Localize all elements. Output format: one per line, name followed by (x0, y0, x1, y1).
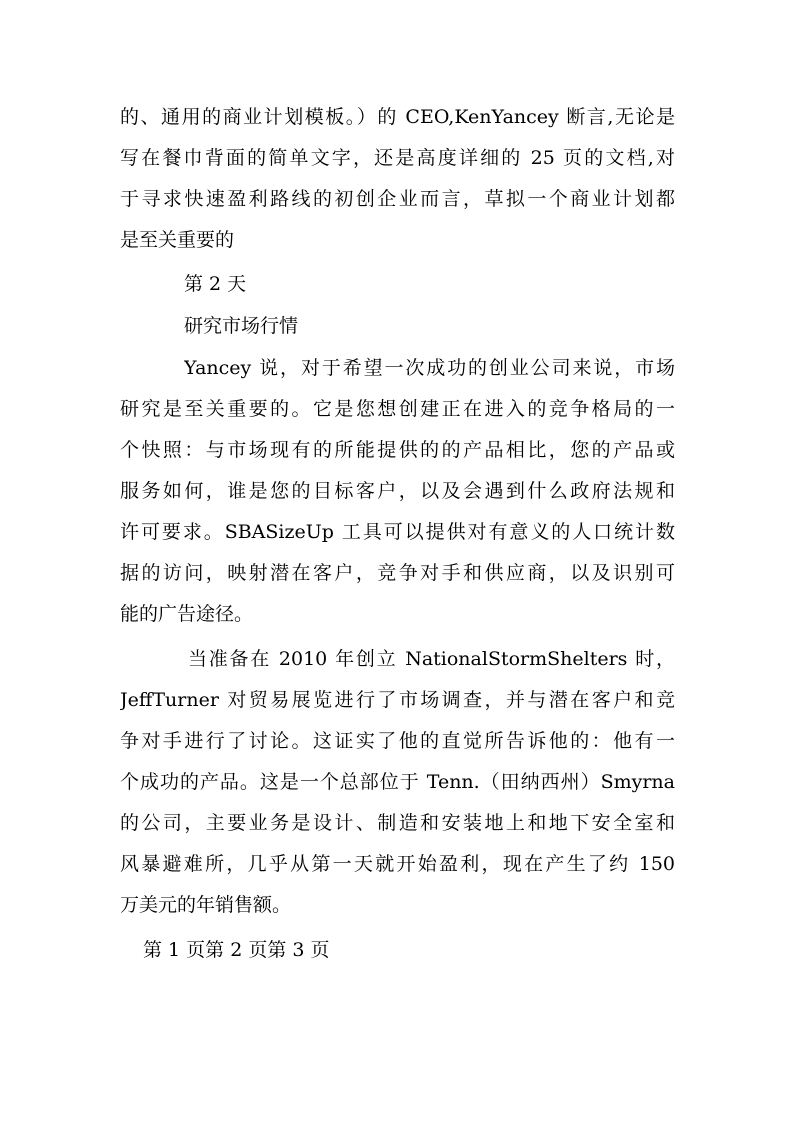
paragraph-3-line-6: 风暴避难所，几乎从第一天就开始盈利，现在产生了约 150 (120, 853, 675, 875)
paragraph-1-line-2: 写在餐巾背面的简单文字，还是高度详细的 25 页的文档,对 (120, 147, 675, 169)
paragraph-1-line-3: 于寻求快速盈利路线的初创企业而言，草拟一个商业计划都 (120, 188, 675, 210)
paragraph-2-line-5: 许可要求。SBASizeUp 工具可以提供对有意义的人口统计数 (120, 521, 675, 543)
paragraph-3-line-1: 当准备在 2010 年创立 NationalStormShelters 时， (188, 648, 675, 670)
paragraph-3-line-7: 万美元的年销售额。 (120, 894, 292, 916)
paragraph-2-line-1: Yancey 说，对于希望一次成功的创业公司来说，市场 (184, 357, 675, 379)
paragraph-2-line-4: 服务如何，谁是您的目标客户，以及会遇到什么政府法规和 (120, 480, 675, 502)
paragraph-3-line-5: 的公司，主要业务是设计、制造和安装地上和地下安全室和 (120, 812, 675, 834)
paragraph-3-line-2: JeffTurner 对贸易展览进行了市场调查，并与潜在客户和竞 (120, 689, 675, 711)
day-heading: 第 2 天 (184, 273, 247, 295)
paragraph-3-line-4: 个成功的产品。这是一个总部位于 Tenn.（田纳西州）Smyrna (120, 771, 675, 793)
section-heading: 研究市场行情 (184, 315, 299, 337)
paragraph-1-line-1: 的、通用的商业计划模板。）的 CEO,KenYancey 断言,无论是 (120, 106, 675, 128)
paragraph-3-line-3: 争对手进行了讨论。这证实了他的直觉所告诉他的：他有一 (120, 730, 675, 752)
pagination: 第 1 页第 2 页第 3 页 (143, 939, 330, 961)
paragraph-2-line-6: 据的访问，映射潜在客户，竞争对手和供应商，以及识别可 (120, 562, 675, 584)
paragraph-2-line-3: 个快照：与市场现有的所能提供的的产品相比，您的产品或 (120, 439, 675, 461)
paragraph-2-line-2: 研究是至关重要的。它是您想创建正在进入的竞争格局的一 (120, 398, 675, 420)
paragraph-2-line-7: 能的广告途径。 (120, 603, 254, 625)
paragraph-1-line-4: 是至关重要的 (120, 229, 235, 251)
